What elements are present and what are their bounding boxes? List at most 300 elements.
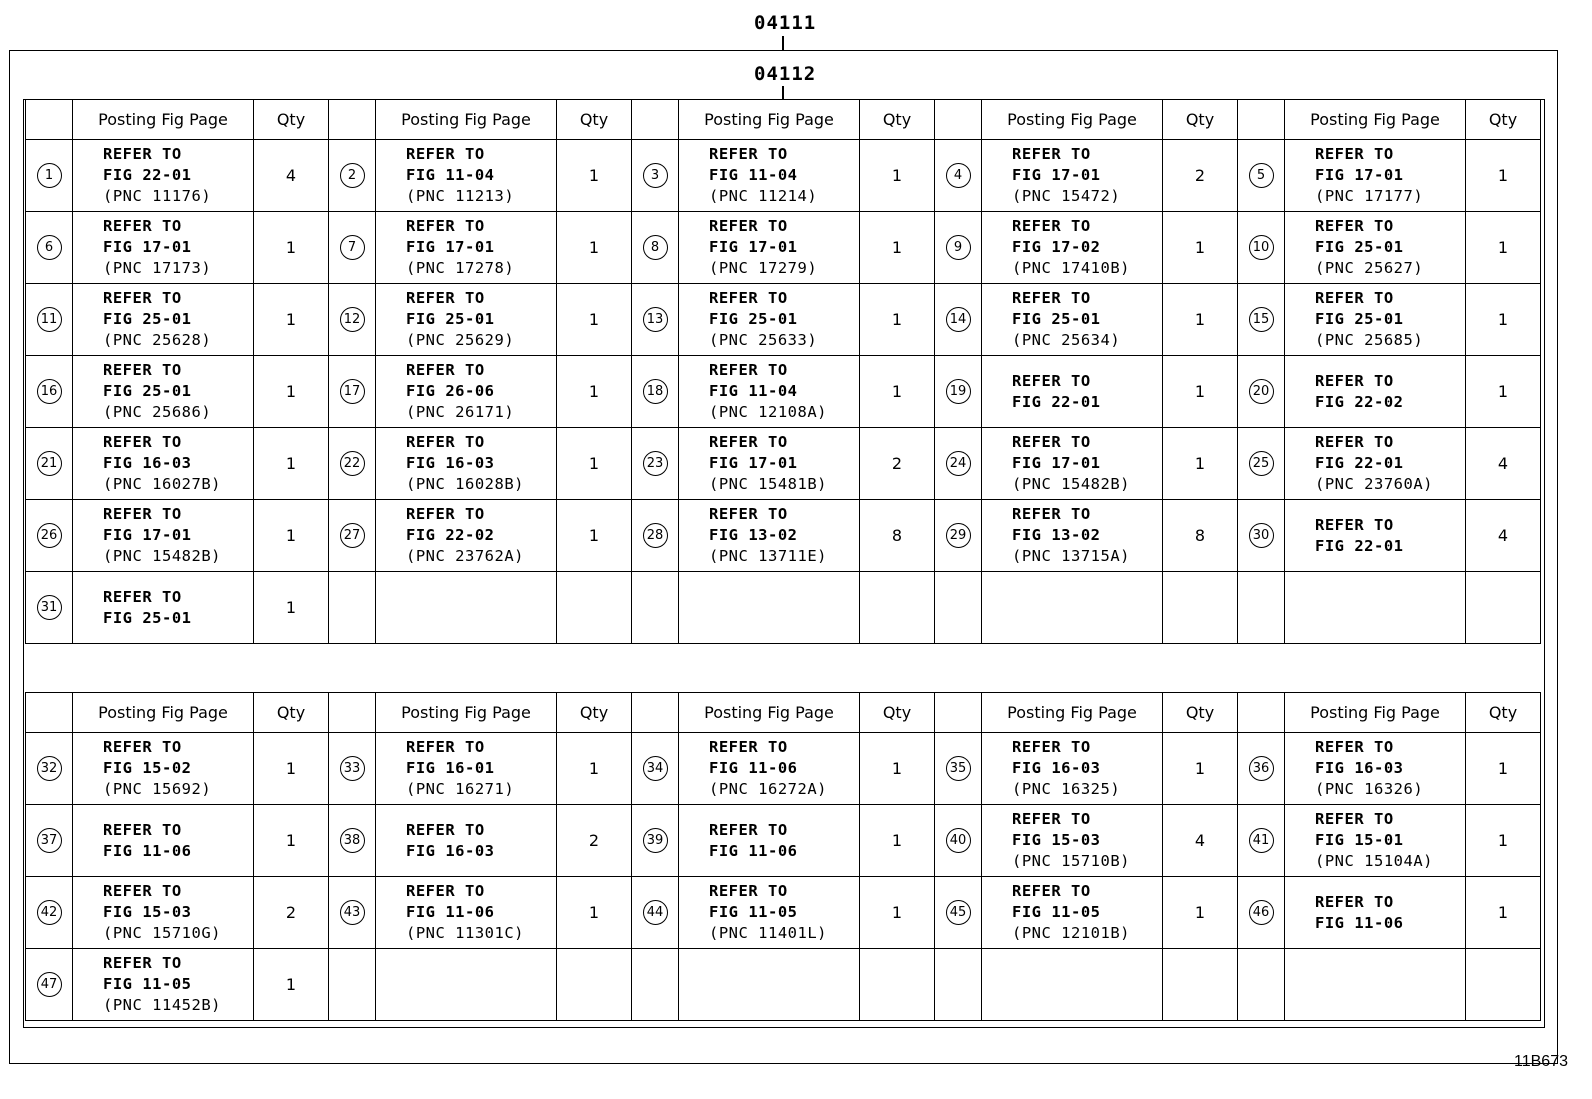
qty-cell: 1 [1163, 733, 1238, 805]
header-num-cell [935, 100, 982, 140]
item-number-circle: 17 [340, 379, 365, 404]
item-number-circle: 45 [946, 900, 971, 925]
item-number-circle: 19 [946, 379, 971, 404]
item-number-circle: 13 [643, 307, 668, 332]
item-number-circle: 22 [340, 451, 365, 476]
item-number-cell [26, 572, 73, 644]
qty-cell: 1 [860, 212, 935, 284]
table-header-row [26, 693, 1541, 733]
fig-reference: FIG 15-01 [1315, 831, 1404, 849]
pnc-reference: (PNC 25634) [1012, 331, 1121, 349]
qty-cell: 1 [1466, 284, 1541, 356]
qty-cell [1163, 949, 1238, 1021]
refer-to-text: REFER TO [406, 820, 485, 839]
refer-to-text: REFER TO [1315, 371, 1394, 390]
item-number-cell [1238, 212, 1285, 284]
header-posting-fig-page: Posting Fig Page [1285, 693, 1466, 733]
fig-reference: FIG 25-01 [1012, 310, 1101, 328]
refer-to-text: REFER TO [406, 505, 485, 523]
fig-reference: FIG 25-01 [709, 310, 798, 328]
item-number-cell [26, 733, 73, 805]
header-posting-fig-page: Posting Fig Page [376, 100, 557, 140]
item-number-cell [632, 428, 679, 500]
item-number-cell [1238, 428, 1285, 500]
fig-reference: FIG 16-03 [406, 841, 495, 860]
fig-reference: FIG 16-03 [406, 454, 495, 472]
posting-fig-page-cell [73, 877, 254, 949]
refer-to-text: REFER TO [1012, 371, 1091, 390]
qty-cell: 1 [254, 500, 329, 572]
qty-cell: 8 [860, 500, 935, 572]
posting-fig-page-cell [982, 356, 1163, 428]
posting-fig-page-cell [73, 949, 254, 1021]
header-qty: Qty [860, 693, 935, 733]
refer-to-text: REFER TO [709, 145, 788, 163]
fig-reference: FIG 11-06 [1315, 913, 1404, 932]
item-number-circle: 10 [1249, 235, 1274, 260]
pnc-reference: (PNC 15472) [1012, 187, 1121, 205]
fig-reference: FIG 11-06 [406, 903, 495, 921]
pnc-reference: (PNC 23760A) [1315, 475, 1433, 493]
qty-cell: 1 [860, 284, 935, 356]
qty-cell: 1 [1163, 212, 1238, 284]
posting-fig-page-cell [1285, 356, 1466, 428]
posting-fig-page-cell [982, 428, 1163, 500]
table-row [26, 356, 1541, 428]
item-number-cell [935, 356, 982, 428]
fig-reference: FIG 25-01 [1315, 310, 1404, 328]
refer-to-text: REFER TO [1315, 892, 1394, 911]
qty-cell: 1 [860, 140, 935, 212]
qty-cell [557, 949, 632, 1021]
header-qty: Qty [254, 693, 329, 733]
qty-cell: 1 [1466, 140, 1541, 212]
refer-to-text: REFER TO [103, 738, 182, 756]
table-row [26, 284, 1541, 356]
refer-to-text: REFER TO [103, 820, 182, 839]
fig-reference: FIG 17-01 [103, 526, 192, 544]
qty-cell: 1 [557, 140, 632, 212]
refer-to-text: REFER TO [103, 217, 182, 235]
refer-to-text: REFER TO [1315, 217, 1394, 235]
header-num-cell [632, 693, 679, 733]
qty-cell [1163, 572, 1238, 644]
refer-to-text: REFER TO [1315, 433, 1394, 451]
fig-reference: FIG 15-03 [103, 903, 192, 921]
fig-reference: FIG 11-04 [406, 166, 495, 184]
posting-fig-page-cell [73, 356, 254, 428]
item-number-cell [329, 949, 376, 1021]
posting-fig-page-cell [376, 212, 557, 284]
qty-cell: 1 [557, 428, 632, 500]
posting-fig-page-cell [679, 140, 860, 212]
item-number-cell [935, 805, 982, 877]
refer-to-text: REFER TO [103, 289, 182, 307]
pnc-reference: (PNC 11214) [709, 187, 818, 205]
fig-reference: FIG 17-01 [1315, 166, 1404, 184]
refer-to-text: REFER TO [1315, 810, 1394, 828]
table-row [26, 733, 1541, 805]
header-posting-fig-page: Posting Fig Page [982, 100, 1163, 140]
qty-cell: 4 [1466, 428, 1541, 500]
fig-reference: FIG 17-02 [1012, 238, 1101, 256]
pnc-reference: (PNC 17410B) [1012, 259, 1130, 277]
item-number-cell [935, 877, 982, 949]
posting-fig-page-cell [1285, 949, 1466, 1021]
pnc-reference: (PNC 15482B) [103, 547, 221, 565]
qty-cell: 1 [1466, 805, 1541, 877]
refer-to-text: REFER TO [709, 505, 788, 523]
table-row [26, 572, 1541, 644]
fig-reference: FIG 16-03 [1315, 759, 1404, 777]
posting-fig-page-cell [376, 140, 557, 212]
item-number-circle: 47 [37, 972, 62, 997]
refer-to-text: REFER TO [1315, 515, 1394, 534]
posting-fig-page-cell [679, 212, 860, 284]
refer-to-text: REFER TO [1012, 217, 1091, 235]
item-number-circle: 25 [1249, 451, 1274, 476]
qty-cell: 4 [1466, 500, 1541, 572]
pnc-reference: (PNC 16271) [406, 780, 515, 798]
qty-cell: 1 [254, 428, 329, 500]
posting-fig-page-cell [982, 949, 1163, 1021]
qty-cell: 4 [254, 140, 329, 212]
fig-reference: FIG 25-01 [103, 310, 192, 328]
header-num-cell [935, 693, 982, 733]
posting-fig-page-cell [982, 284, 1163, 356]
pnc-reference: (PNC 15104A) [1315, 852, 1433, 870]
item-number-circle: 23 [643, 451, 668, 476]
fig-reference: FIG 17-01 [709, 238, 798, 256]
item-number-cell [26, 356, 73, 428]
item-number-circle: 36 [1249, 756, 1274, 781]
qty-cell: 1 [557, 284, 632, 356]
header-posting-fig-page: Posting Fig Page [982, 693, 1163, 733]
pnc-reference: (PNC 11452B) [103, 996, 221, 1014]
header-qty: Qty [1163, 100, 1238, 140]
fig-reference: FIG 25-01 [103, 608, 192, 627]
item-number-cell [935, 140, 982, 212]
posting-fig-page-cell [376, 428, 557, 500]
posting-fig-page-cell [982, 805, 1163, 877]
table-row [26, 500, 1541, 572]
refer-to-text: REFER TO [1012, 505, 1091, 523]
item-number-circle: 1 [37, 163, 62, 188]
refer-to-text: REFER TO [1315, 289, 1394, 307]
reference-table-2 [25, 692, 1541, 1021]
item-number-cell [26, 212, 73, 284]
item-number-cell [1238, 356, 1285, 428]
posting-fig-page-cell [982, 212, 1163, 284]
posting-fig-page-cell [679, 500, 860, 572]
posting-fig-page-cell [1285, 500, 1466, 572]
posting-fig-page-cell [73, 428, 254, 500]
pnc-reference: (PNC 13711E) [709, 547, 827, 565]
item-number-circle: 39 [643, 828, 668, 853]
qty-cell: 2 [1163, 140, 1238, 212]
fig-reference: FIG 13-02 [1012, 526, 1101, 544]
posting-fig-page-cell [1285, 284, 1466, 356]
header-num-cell [329, 693, 376, 733]
pnc-reference: (PNC 16027B) [103, 475, 221, 493]
posting-fig-page-cell [376, 949, 557, 1021]
refer-to-text: REFER TO [406, 289, 485, 307]
fig-reference: FIG 17-01 [406, 238, 495, 256]
item-number-circle: 41 [1249, 828, 1274, 853]
item-number-cell [632, 877, 679, 949]
fig-reference: FIG 16-03 [1012, 759, 1101, 777]
item-number-circle: 12 [340, 307, 365, 332]
item-number-cell [26, 284, 73, 356]
fig-reference: FIG 25-01 [103, 382, 192, 400]
qty-cell: 1 [557, 733, 632, 805]
header-posting-fig-page: Posting Fig Page [679, 693, 860, 733]
item-number-circle: 2 [340, 163, 365, 188]
item-number-circle: 40 [946, 828, 971, 853]
qty-cell: 1 [254, 356, 329, 428]
item-number-circle: 7 [340, 235, 365, 260]
item-number-cell [1238, 140, 1285, 212]
item-number-circle: 5 [1249, 163, 1274, 188]
item-number-cell [632, 733, 679, 805]
qty-cell: 8 [1163, 500, 1238, 572]
fig-reference: FIG 25-01 [406, 310, 495, 328]
header-num-cell [632, 100, 679, 140]
item-number-circle: 32 [37, 756, 62, 781]
pnc-reference: (PNC 25627) [1315, 259, 1424, 277]
refer-to-text: REFER TO [1012, 810, 1091, 828]
item-number-cell [632, 284, 679, 356]
posting-fig-page-cell [679, 949, 860, 1021]
item-number-circle: 18 [643, 379, 668, 404]
item-number-cell [632, 212, 679, 284]
pnc-reference: (PNC 26171) [406, 403, 515, 421]
pnc-reference: (PNC 25629) [406, 331, 515, 349]
header-qty: Qty [1163, 693, 1238, 733]
header-qty: Qty [557, 693, 632, 733]
pnc-reference: (PNC 11213) [406, 187, 515, 205]
qty-cell: 1 [860, 805, 935, 877]
pnc-reference: (PNC 15710G) [103, 924, 221, 942]
item-number-circle: 33 [340, 756, 365, 781]
pnc-reference: (PNC 17278) [406, 259, 515, 277]
qty-cell [860, 949, 935, 1021]
fig-reference: FIG 13-02 [709, 526, 798, 544]
item-number-cell [632, 356, 679, 428]
fig-reference: FIG 16-01 [406, 759, 495, 777]
posting-fig-page-cell [73, 733, 254, 805]
refer-to-text: REFER TO [406, 882, 485, 900]
refer-to-text: REFER TO [709, 361, 788, 379]
refer-to-text: REFER TO [103, 361, 182, 379]
fig-reference: FIG 22-02 [1315, 392, 1404, 411]
item-number-cell [329, 805, 376, 877]
qty-cell [1466, 572, 1541, 644]
qty-cell: 1 [1466, 877, 1541, 949]
pnc-reference: (PNC 12101B) [1012, 924, 1130, 942]
item-number-cell [632, 572, 679, 644]
item-number-circle: 26 [37, 523, 62, 548]
qty-cell [557, 572, 632, 644]
posting-fig-page-cell [376, 877, 557, 949]
posting-fig-page-cell [982, 572, 1163, 644]
item-number-cell [26, 500, 73, 572]
qty-cell: 4 [1163, 805, 1238, 877]
item-number-circle: 30 [1249, 523, 1274, 548]
fig-reference: FIG 11-05 [1012, 903, 1101, 921]
item-number-cell [1238, 949, 1285, 1021]
posting-fig-page-cell [982, 733, 1163, 805]
item-number-cell [26, 140, 73, 212]
posting-fig-page-cell [1285, 212, 1466, 284]
item-number-circle: 38 [340, 828, 365, 853]
qty-cell: 2 [557, 805, 632, 877]
posting-fig-page-cell [1285, 428, 1466, 500]
item-number-circle: 6 [37, 235, 62, 260]
fig-reference: FIG 11-06 [709, 759, 798, 777]
item-number-cell [26, 805, 73, 877]
posting-fig-page-cell [679, 877, 860, 949]
posting-fig-page-cell [1285, 877, 1466, 949]
pnc-reference: (PNC 17173) [103, 259, 212, 277]
fig-reference: FIG 15-03 [1012, 831, 1101, 849]
refer-to-text: REFER TO [709, 882, 788, 900]
posting-fig-page-cell [376, 356, 557, 428]
posting-fig-page-cell [982, 877, 1163, 949]
posting-fig-page-cell [73, 140, 254, 212]
fig-reference: FIG 15-02 [103, 759, 192, 777]
reference-table-1 [25, 99, 1541, 644]
header-qty: Qty [860, 100, 935, 140]
item-number-cell [329, 733, 376, 805]
pnc-reference: (PNC 16325) [1012, 780, 1121, 798]
pnc-reference: (PNC 17177) [1315, 187, 1424, 205]
pnc-reference: (PNC 13715A) [1012, 547, 1130, 565]
qty-cell: 1 [1466, 733, 1541, 805]
qty-cell: 1 [1163, 284, 1238, 356]
qty-cell: 1 [254, 212, 329, 284]
posting-fig-page-cell [376, 733, 557, 805]
refer-to-text: REFER TO [1012, 289, 1091, 307]
item-number-circle: 9 [946, 235, 971, 260]
header-qty: Qty [254, 100, 329, 140]
table-row [26, 212, 1541, 284]
posting-fig-page-cell [679, 733, 860, 805]
refer-to-text: REFER TO [103, 145, 182, 163]
item-number-circle: 4 [946, 163, 971, 188]
item-number-circle: 24 [946, 451, 971, 476]
posting-fig-page-cell [679, 805, 860, 877]
item-number-cell [935, 212, 982, 284]
item-number-circle: 37 [37, 828, 62, 853]
qty-cell: 1 [860, 733, 935, 805]
refer-to-text: REFER TO [1012, 433, 1091, 451]
refer-to-text: REFER TO [406, 217, 485, 235]
pnc-reference: (PNC 25633) [709, 331, 818, 349]
pnc-reference: (PNC 25685) [1315, 331, 1424, 349]
header-num-cell [329, 100, 376, 140]
item-number-cell [26, 949, 73, 1021]
pnc-reference: (PNC 15482B) [1012, 475, 1130, 493]
item-number-cell [935, 284, 982, 356]
qty-cell: 1 [1466, 212, 1541, 284]
qty-cell: 1 [557, 212, 632, 284]
item-number-cell [329, 356, 376, 428]
table-row [26, 949, 1541, 1021]
pnc-reference: (PNC 25686) [103, 403, 212, 421]
item-number-cell [935, 428, 982, 500]
header-num-cell [1238, 693, 1285, 733]
refer-to-text: REFER TO [406, 361, 485, 379]
header-qty: Qty [1466, 100, 1541, 140]
posting-fig-page-cell [982, 500, 1163, 572]
refer-to-text: REFER TO [1012, 738, 1091, 756]
fig-reference: FIG 25-01 [1315, 238, 1404, 256]
item-number-cell [1238, 877, 1285, 949]
pnc-reference: (PNC 25628) [103, 331, 212, 349]
qty-cell: 1 [557, 356, 632, 428]
item-number-cell [329, 212, 376, 284]
refer-to-text: REFER TO [406, 738, 485, 756]
qty-cell: 2 [860, 428, 935, 500]
pnc-reference: (PNC 16028B) [406, 475, 524, 493]
item-number-circle: 46 [1249, 900, 1274, 925]
posting-fig-page-cell [376, 805, 557, 877]
posting-fig-page-cell [679, 572, 860, 644]
fig-reference: FIG 11-06 [709, 841, 798, 860]
posting-fig-page-cell [376, 284, 557, 356]
item-number-cell [632, 949, 679, 1021]
item-number-cell [632, 140, 679, 212]
diagram-code: 11B673 [1514, 1053, 1568, 1070]
fig-reference: FIG 22-01 [1315, 454, 1404, 472]
qty-cell: 1 [860, 877, 935, 949]
posting-fig-page-cell [1285, 733, 1466, 805]
posting-fig-page-cell [679, 356, 860, 428]
item-number-circle: 11 [37, 307, 62, 332]
leader-line-outer [782, 36, 784, 50]
item-number-circle: 15 [1249, 307, 1274, 332]
item-number-cell [935, 949, 982, 1021]
posting-fig-page-cell [73, 212, 254, 284]
item-number-circle: 28 [643, 523, 668, 548]
item-number-circle: 20 [1249, 379, 1274, 404]
item-number-cell [632, 805, 679, 877]
item-number-circle: 27 [340, 523, 365, 548]
header-num-cell [26, 100, 73, 140]
item-number-circle: 8 [643, 235, 668, 260]
refer-to-text: REFER TO [103, 954, 182, 972]
item-number-circle: 21 [37, 451, 62, 476]
refer-to-text: REFER TO [103, 882, 182, 900]
item-number-cell [935, 733, 982, 805]
item-number-cell [1238, 733, 1285, 805]
qty-cell: 1 [1163, 428, 1238, 500]
item-number-cell [329, 877, 376, 949]
table-row [26, 140, 1541, 212]
item-number-cell [935, 572, 982, 644]
posting-fig-page-cell [73, 500, 254, 572]
refer-to-text: REFER TO [1012, 882, 1091, 900]
pnc-reference: (PNC 11301C) [406, 924, 524, 942]
table-row [26, 805, 1541, 877]
refer-to-text: REFER TO [709, 289, 788, 307]
fig-reference: FIG 17-01 [103, 238, 192, 256]
pnc-reference: (PNC 16272A) [709, 780, 827, 798]
refer-to-text: REFER TO [709, 820, 788, 839]
posting-fig-page-cell [1285, 140, 1466, 212]
pnc-reference: (PNC 15481B) [709, 475, 827, 493]
